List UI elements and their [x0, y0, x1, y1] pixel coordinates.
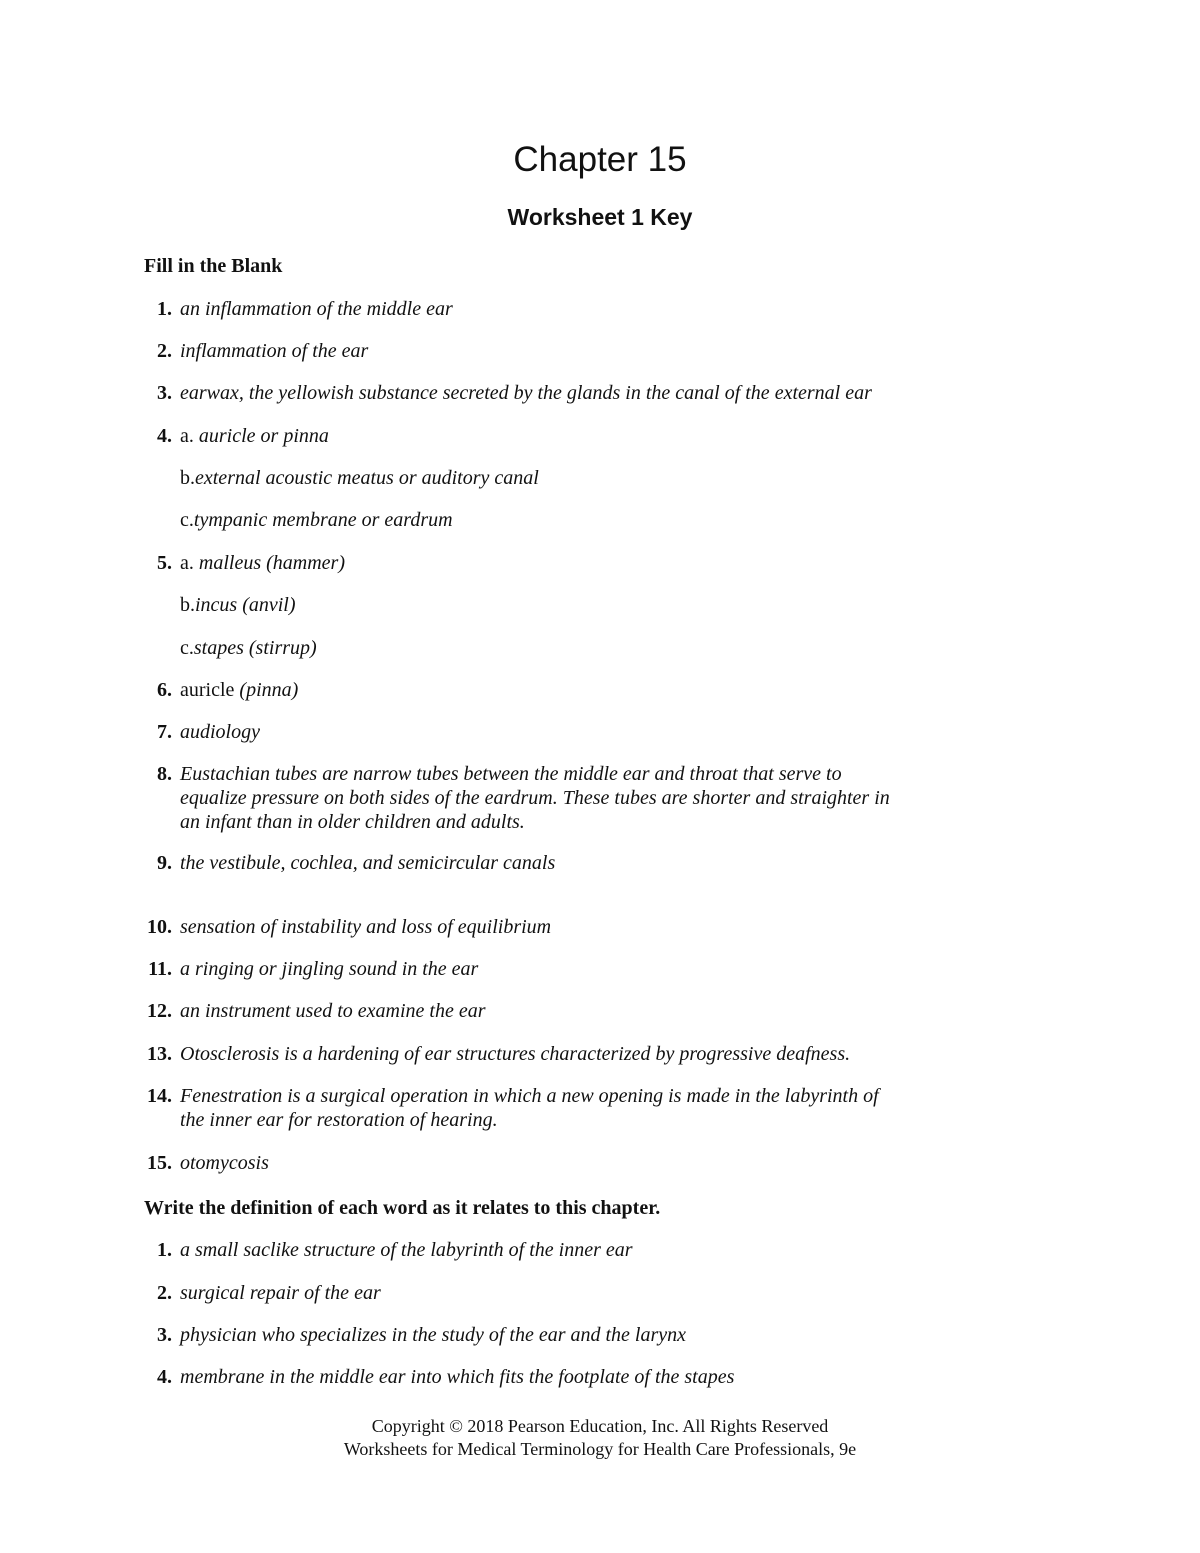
item-answer: physician who specializes in the study of the ear and the larynx — [180, 1324, 687, 1346]
item-answer-line: Eustachian tubes are narrow tubes between the middle ear and throat that serve to — [180, 763, 842, 785]
item-number: 3. — [157, 1324, 172, 1346]
item-answer: earwax, the yellowish substance secreted by the glands in the canal of the external ear — [180, 382, 872, 404]
sub-item-letter: a. — [180, 425, 194, 447]
item-answer: audiology — [180, 721, 260, 743]
sub-item — [180, 424, 1080, 448]
item-number: 8. — [157, 763, 172, 785]
item-answer: sensation of instability and loss of equilibrium — [180, 916, 552, 938]
item-number: 2. — [157, 1282, 172, 1304]
sub-item-answer: external acoustic meatus or auditory canal — [195, 467, 539, 489]
item-number: 3. — [157, 382, 172, 404]
item-answer-italic: (pinna) — [239, 679, 299, 701]
item-number: 5. — [157, 552, 172, 574]
sub-item-answer: malleus (hammer) — [198, 552, 345, 574]
sub-item — [180, 593, 1080, 617]
item-answer: the vestibule, cochlea, and semicircular canals — [180, 852, 556, 874]
sub-item — [180, 551, 1080, 575]
item-number: 4. — [157, 425, 172, 447]
item-answer: a small saclike structure of the labyrinth of the inner ear — [180, 1239, 633, 1261]
item-number: 1. — [157, 1239, 172, 1261]
item-answer-line: Fenestration is a surgical operation in which a new opening is made in the labyrinth of — [180, 1085, 879, 1107]
item-answer-line: the inner ear for restoration of hearing. — [180, 1109, 498, 1131]
item-answer: an instrument used to examine the ear — [180, 1000, 486, 1022]
item-answer-plain: auricle — [180, 679, 240, 701]
item-number: 1. — [157, 298, 172, 320]
item-number: 2. — [157, 340, 172, 362]
item-answer — [180, 678, 1030, 702]
item-number: 4. — [157, 1366, 172, 1388]
sub-item-letter: b. — [180, 594, 195, 616]
worksheet-title: Worksheet 1 Key — [507, 204, 693, 230]
item-answer: membrane in the middle ear into which fits the footplate of the stapes — [180, 1366, 735, 1388]
item-answer-line: an infant than in older children and adults. — [180, 811, 525, 833]
item-answer-line: equalize pressure on both sides of the eardrum. These tubes are shorter and straighter in — [180, 787, 890, 809]
item-answer: surgical repair of the ear — [180, 1282, 381, 1304]
sub-item-letter: c. — [180, 637, 194, 659]
sub-item-letter: c. — [180, 509, 194, 531]
section-heading-definitions: Write the definition of each word as it relates to this chapter. — [144, 1197, 661, 1219]
item-number: 12. — [147, 1000, 172, 1022]
sub-item-letter: b. — [180, 467, 195, 489]
sub-item-letter: a. — [180, 552, 194, 574]
item-number: 14. — [147, 1085, 172, 1107]
sub-item — [180, 636, 1080, 660]
item-number: 10. — [147, 916, 172, 938]
item-answer: inflammation of the ear — [180, 340, 369, 362]
sub-item-answer: stapes (stirrup) — [193, 637, 317, 659]
footer-book-title: Worksheets for Medical Terminology for Health Care Professionals, 9e — [343, 1439, 857, 1459]
item-answer: a ringing or jingling sound in the ear — [180, 958, 479, 980]
sub-item-answer: tympanic membrane or eardrum — [193, 509, 453, 531]
sub-item — [180, 466, 1080, 490]
item-answer: Otosclerosis is a hardening of ear structures characterized by progressive deafness. — [180, 1043, 851, 1065]
item-answer — [180, 762, 1030, 834]
item-number: 13. — [147, 1043, 172, 1065]
item-number: 7. — [157, 721, 172, 743]
sub-item-answer: incus (anvil) — [195, 594, 296, 616]
item-number: 9. — [157, 852, 172, 874]
item-number: 6. — [157, 679, 172, 701]
item-answer: otomycosis — [180, 1152, 269, 1174]
section-heading-fill-in-blank: Fill in the Blank — [144, 255, 283, 277]
sub-item-answer: auricle or pinna — [198, 425, 329, 447]
item-number: 15. — [147, 1152, 172, 1174]
item-number: 11. — [148, 958, 172, 980]
item-answer — [180, 1084, 1030, 1132]
chapter-title: Chapter 15 — [513, 140, 687, 179]
sub-item — [180, 508, 1080, 532]
item-answer: an inflammation of the middle ear — [180, 298, 453, 320]
footer-copyright: Copyright © 2018 Pearson Education, Inc. All Rights Reserved — [371, 1416, 829, 1436]
